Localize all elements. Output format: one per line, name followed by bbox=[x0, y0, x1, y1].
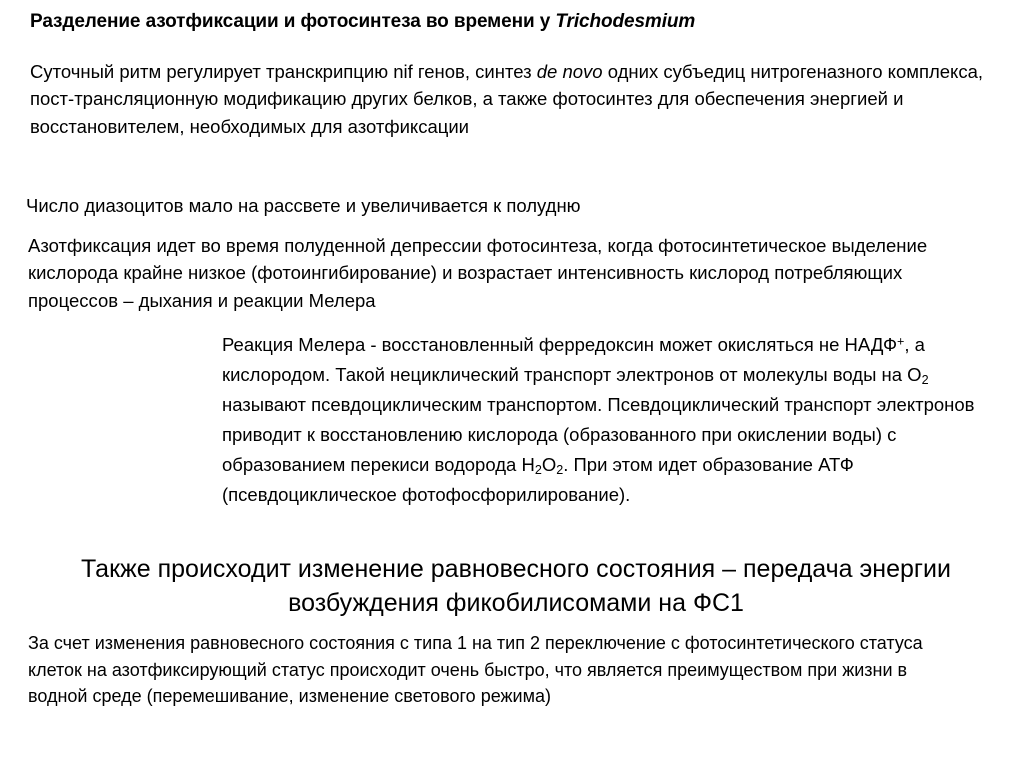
mehler-sup-plus: + bbox=[897, 334, 905, 349]
page-title bbox=[30, 10, 990, 34]
title-species-name: Trichodesmium bbox=[555, 11, 696, 32]
paragraph-mehler-reaction bbox=[222, 330, 984, 510]
paragraph1-segment-b: одних субъедиц нитрогеназного комплекса, пост-трансляционную модификацию других белков, а также фотосинтез для обеспечения энергией и восстановителем, необходимых для азотфиксации bbox=[30, 61, 984, 137]
mehler-sub-o2: 2 bbox=[921, 372, 929, 387]
mehler-sub-o2b: 2 bbox=[556, 462, 564, 477]
paragraph-state-transition-heading: Также происходит изменение равновесного состояния – передача энергии возбуждения фикобилисомами на ФС1 bbox=[81, 555, 951, 617]
paragraph-state-transition-detail: За счет изменения равновесного состояния с типа 1 на тип 2 переключение с фотосинтетического статуса клеток на азотфиксирующий статус происходит очень быстро, что является преимуществом при жизни в водной среде (перемешивание, изменение светового режима) bbox=[28, 633, 923, 707]
mehler-sub-h2: 2 bbox=[534, 462, 542, 477]
mehler-segment-b: , а кислородом. Такой нециклический транспорт электронов от молекулы воды на О bbox=[222, 334, 925, 385]
mehler-segment-e: . При этом идет образование АТФ (псевдоциклическое фотофосфорилирование). bbox=[222, 454, 854, 506]
mehler-segment-c: называют псевдоциклическим транспортом. Псевдоциклический транспорт электронов приводит к восстановлению кислорода (образованного при окислении воды) с образованием перекиси водорода Н bbox=[222, 394, 975, 476]
mehler-segment-d: О bbox=[541, 454, 557, 476]
paragraph-nitrogen-fixation: Азотфиксация идет во время полуденной депрессии фотосинтеза, когда фотосинтетическое выделение кислорода крайне низкое (фотоингибирование) и возрастает интенсивность кислород потребляющих процессов – дыхания и реакции Мелера bbox=[28, 235, 928, 311]
paragraph1-segment-a: Суточный ритм регулирует транскрипцию nif генов, синтез bbox=[30, 61, 537, 82]
mehler-segment-a: Реакция Мелера - восстановленный ферредоксин может окисляться не НАДФ bbox=[222, 334, 898, 355]
paragraph-circadian-rhythm bbox=[30, 58, 992, 140]
paragraph1-de-novo: de novo bbox=[536, 61, 603, 82]
title-text: Разделение азотфиксации и фотосинтеза во времени у bbox=[30, 11, 556, 32]
paragraph-diazocyte-count: Число диазоцитов мало на рассвете и увеличивается к полудню bbox=[26, 195, 581, 216]
